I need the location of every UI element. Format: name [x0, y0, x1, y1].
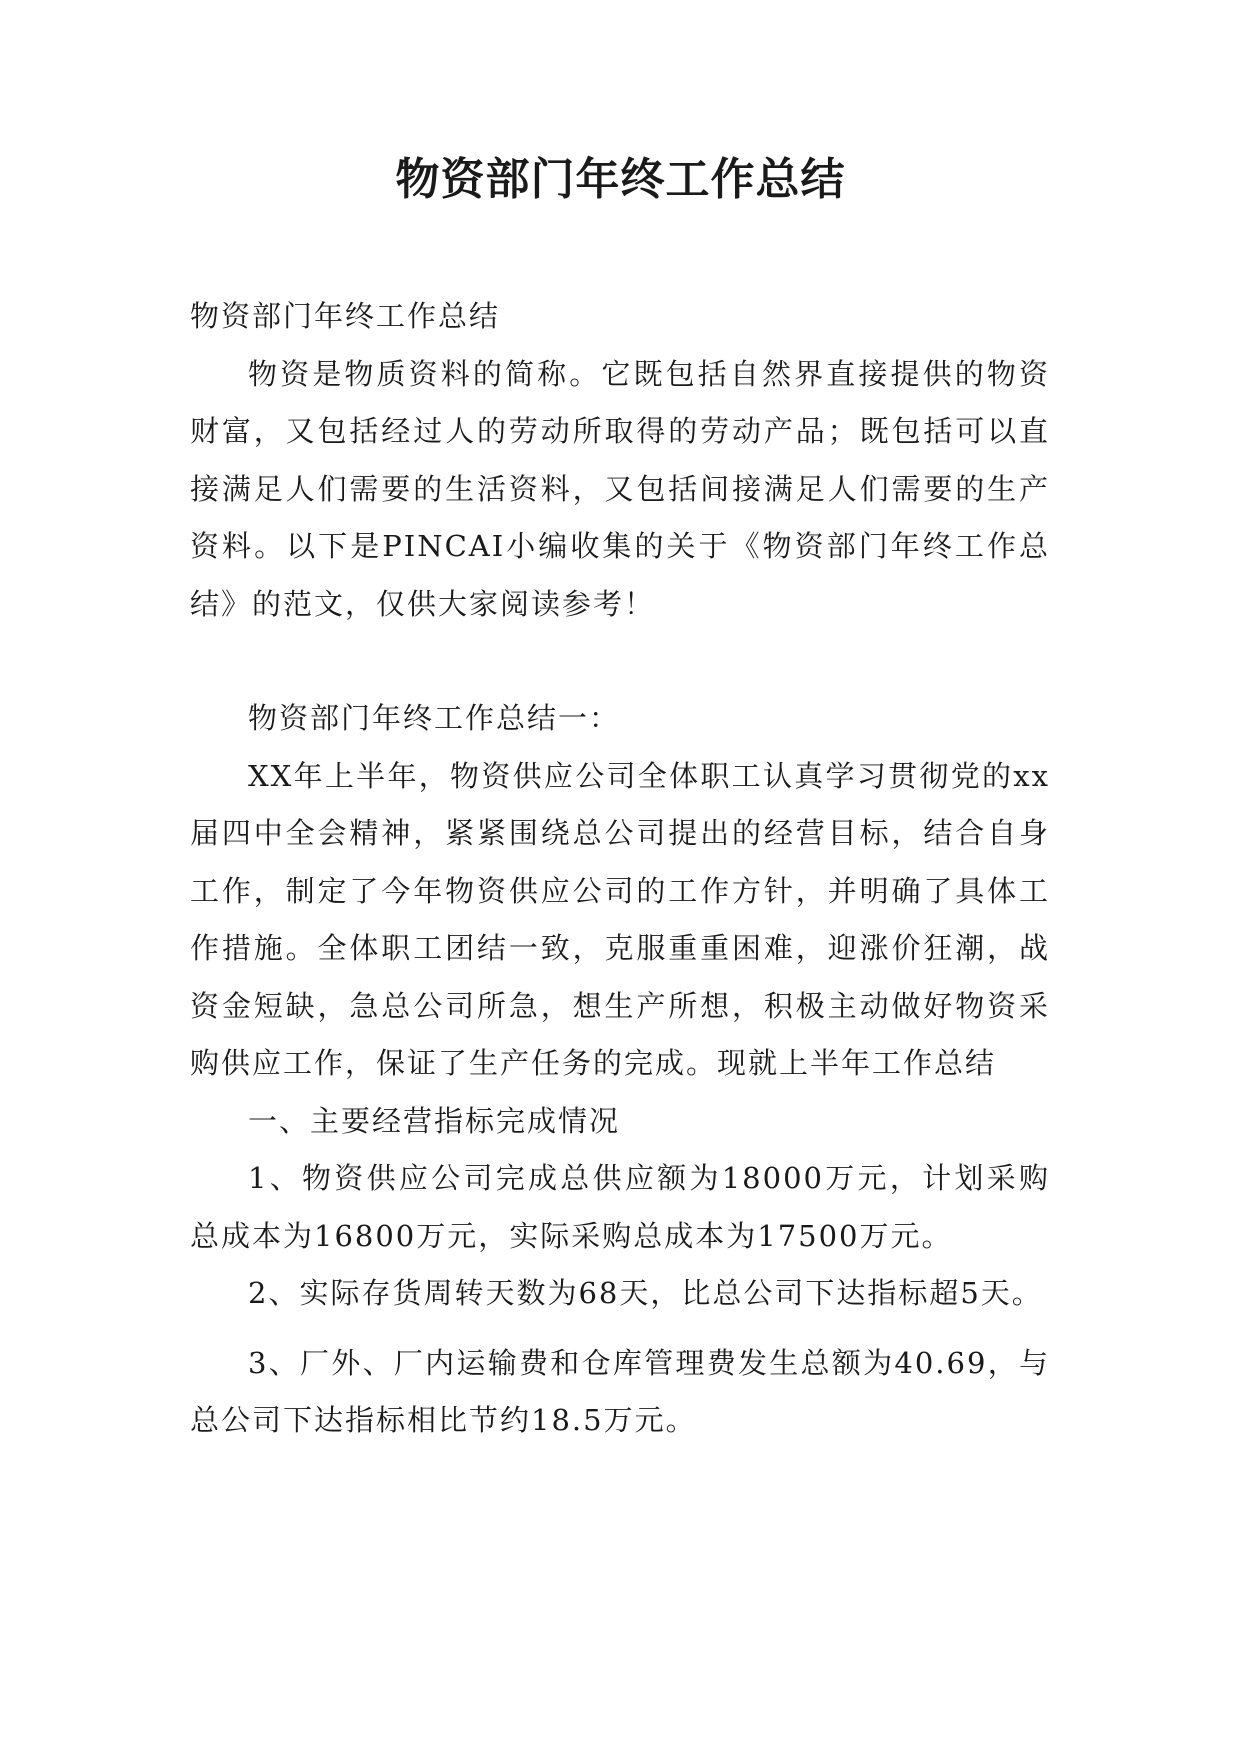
document-title: 物资部门年终工作总结 [395, 154, 846, 205]
paragraph-summary: XX年上半年，物资供应公司全体职工认真学习贯彻党的xx届四中全会精神，紧紧围绕总公司提出的经营目标，结合自身工作，制定了今年物资供应公司的工作方针，并明确了具体工作措施。全体职工团结一致，克服重重困难，迎涨价狂潮，战资金短缺，急总公司所急，想生产所想，积极主动做好物资采购供应工作，保证了生产任务的完成。现就上半年工作总结 [190, 758, 1050, 1080]
paragraph-item-2: 2、实际存货周转天数为68天，比总公司下达指标超5天。 [248, 1276, 1043, 1310]
spacer [190, 633, 1050, 690]
paragraph-item-3: 3、厂外、厂内运输费和仓库管理费发生总额为40.69，与总公司下达指标相比节约18.5万元。 [190, 1345, 1050, 1437]
paragraph-section-title: 物资部门年终工作总结一： [248, 701, 621, 735]
document-body [190, 288, 1050, 1450]
paragraph-subheading: 一、主要经营指标完成情况 [248, 1103, 621, 1138]
paragraph-heading: 物资部门年终工作总结 [190, 299, 501, 333]
paragraph-item-1: 1、物资供应公司完成总供应额为18000万元，计划采购总成本为16800万元，实际采购总成本为17500万元。 [190, 1161, 1050, 1253]
spacer [190, 1323, 1050, 1335]
paragraph-intro: 物资是物质资料的简称。它既包括自然界直接提供的物资财富，又包括经过人的劳动所取得的劳动产品；既包括可以直接满足人们需要的生活资料，又包括间接满足人们需要的生产资料。以下是PINCAI小编收集的关于《物资部门年终工作总结》的范文，仅供大家阅读参考！ [190, 356, 1050, 621]
